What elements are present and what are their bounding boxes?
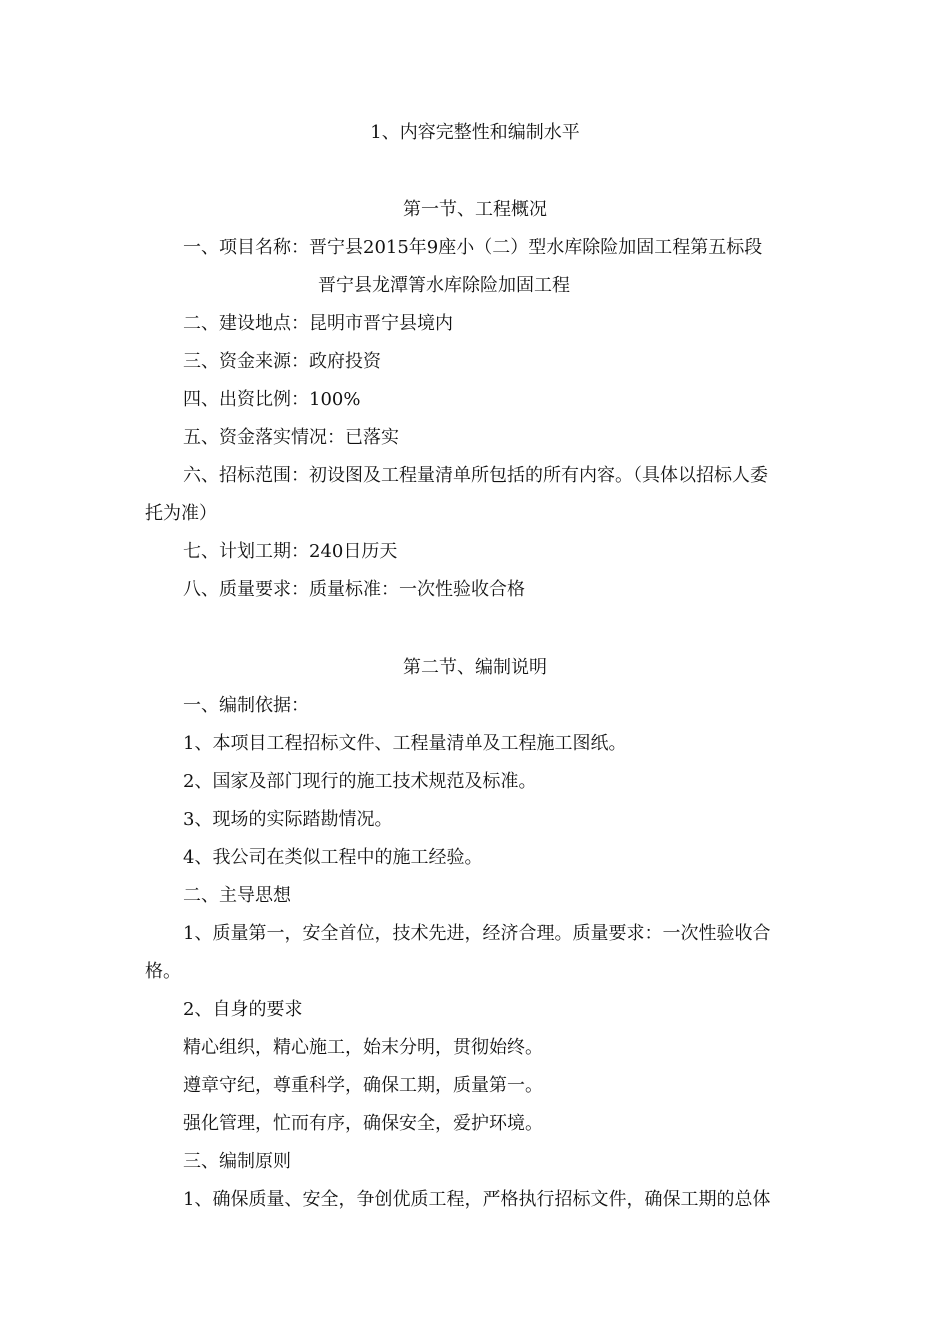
item-motto-2: 遵章守纪，尊重科学，确保工期，质量第一。 xyxy=(183,1075,543,1096)
item-funding-source: 三、资金来源：政府投资 xyxy=(183,351,381,372)
item-schedule: 七、计划工期：240日历天 xyxy=(183,541,398,562)
section-heading-description: 第二节、编制说明 xyxy=(403,657,547,678)
item-basis-1: 1、本项目工程招标文件、工程量清单及工程施工图纸。 xyxy=(183,733,627,754)
item-funding-status: 五、资金落实情况：已落实 xyxy=(183,427,399,448)
item-guiding-2: 2、自身的要求 xyxy=(183,999,303,1020)
item-guiding-1: 1、质量第一，安全首位，技术先进，经济合理。质量要求：一次性验收合 xyxy=(183,923,771,944)
item-funding-ratio: 四、出资比例：100% xyxy=(183,389,361,410)
section-heading-overview: 第一节、工程概况 xyxy=(403,199,547,220)
document-title: 1、内容完整性和编制水平 xyxy=(370,122,580,143)
item-location: 二、建设地点：昆明市晋宁县境内 xyxy=(183,313,453,334)
item-project-name-cont: 晋宁县龙潭箐水库除险加固工程 xyxy=(318,275,570,296)
item-motto-3: 强化管理，忙而有序，确保安全，爱护环境。 xyxy=(183,1113,543,1134)
item-guiding-heading: 二、主导思想 xyxy=(183,885,291,906)
item-quality: 八、质量要求：质量标准：一次性验收合格 xyxy=(183,579,525,600)
item-principle-1: 1、确保质量、安全，争创优质工程，严格执行招标文件，确保工期的总体 xyxy=(183,1189,771,1210)
item-basis-2: 2、国家及部门现行的施工技术规范及标准。 xyxy=(183,771,537,792)
item-basis-3: 3、现场的实际踏勘情况。 xyxy=(183,809,393,830)
item-project-name: 一、项目名称：晋宁县2015年9座小（二）型水库除险加固工程第五标段 xyxy=(183,237,763,258)
item-basis-4: 4、我公司在类似工程中的施工经验。 xyxy=(183,847,483,868)
item-scope-cont: 托为准） xyxy=(145,503,217,524)
item-scope: 六、招标范围：初设图及工程量清单所包括的所有内容。（具体以招标人委 xyxy=(183,465,768,486)
item-guiding-1-cont: 格。 xyxy=(145,961,181,982)
item-principle-heading: 三、编制原则 xyxy=(183,1151,291,1172)
item-basis-heading: 一、编制依据： xyxy=(183,695,309,716)
item-motto-1: 精心组织，精心施工，始末分明，贯彻始终。 xyxy=(183,1037,543,1058)
